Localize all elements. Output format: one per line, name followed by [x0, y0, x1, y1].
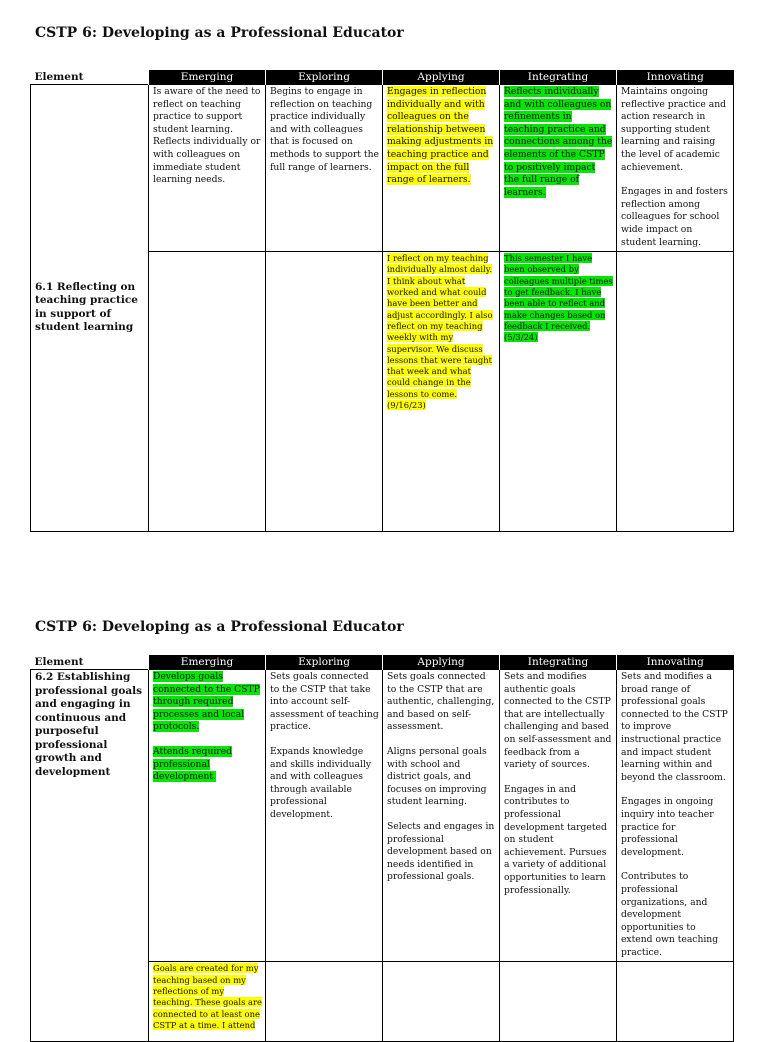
evidence-applying: I reflect on my teaching individually almost daily. I think about what worked and what could have been better and adjust accordingly. I also reflect on my teaching weekly with my supervisor. We discuss lessons that were taught that week and what could change in the lessons to come. (9/16/23) [383, 252, 500, 532]
level-header-exploring: Exploring [266, 655, 383, 670]
rubric-table-6-1 [30, 70, 734, 532]
element-header: Element [34, 656, 84, 668]
level-header-applying: Applying [383, 655, 500, 670]
descriptor-innovating: Sets and modifies a broad range of professional goals connected to the CSTP to improve instructional practice and impact student learning within and beyond the classroom. Engages in ongoing inquiry into teacher practice for professional development. Contributes to professional organizations, and development opportunities to extend own teaching practice. [617, 670, 734, 962]
evidence-emerging: Goals are created for my teaching based on my reflections of my teaching. These goals are connected to at least one CSTP at a time. I attend [149, 962, 266, 1042]
level-header-innovating: Innovating [617, 655, 734, 670]
level-header-integrating: Integrating [500, 655, 617, 670]
evidence-exploring [266, 962, 383, 1042]
evidence-emerging [149, 252, 266, 532]
level-header-applying: Applying [383, 70, 500, 85]
evidence-innovating [617, 252, 734, 532]
descriptor-emerging: Develops goals connected to the CSTP through required processes and local protocols. Attends required professional development. [149, 670, 266, 962]
section-title: CSTP 6: Developing as a Professional Educator [35, 25, 404, 41]
evidence-integrating [500, 962, 617, 1042]
element-header: Element [34, 71, 84, 83]
element-label: 6.2 Establishing professional goals and engaging in continuous and purposeful professional growth and development [31, 670, 149, 1042]
level-header-exploring: Exploring [266, 70, 383, 85]
level-header-innovating: Innovating [617, 70, 734, 85]
descriptor-emerging: Is aware of the need to reflect on teaching practice to support student learning. Reflects individually or with colleagues on immediate student learning needs. [149, 85, 266, 252]
evidence-applying [383, 962, 500, 1042]
level-header-integrating: Integrating [500, 70, 617, 85]
descriptor-integrating: Sets and modifies authentic goals connected to the CSTP that are intellectually challenging and based on self-assessment and feedback from a variety of sources. Engages in and contributes to professional development targeted on student achievement. Pursues a variety of additional opportunities to learn professionally. [500, 670, 617, 962]
element-label: 6.1 Reflecting on teaching practice in support of student learning [31, 85, 149, 532]
evidence-innovating [617, 962, 734, 1042]
level-header-emerging: Emerging [149, 655, 266, 670]
descriptor-applying: Engages in reflection individually and with colleagues on the relationship between making adjustments in teaching practice and impact on the full range of learners. [383, 85, 500, 252]
descriptor-integrating: Reflects individually and with colleagues on refinements in teaching practice and connections among the elements of the CSTP to positively impact the full range of learners. [500, 85, 617, 252]
level-header-emerging: Emerging [149, 70, 266, 85]
descriptor-exploring: Sets goals connected to the CSTP that take into account self-assessment of teaching practice. Expands knowledge and skills individually and with colleagues through available professional development. [266, 670, 383, 962]
evidence-exploring [266, 252, 383, 532]
descriptor-innovating: Maintains ongoing reflective practice and action research in supporting student learning and raising the level of academic achievement. Engages in and fosters reflection among colleagues for school wide impact on student learning. [617, 85, 734, 252]
rubric-table-6-2 [30, 655, 734, 1042]
section-title: CSTP 6: Developing as a Professional Educator [35, 619, 404, 635]
descriptor-exploring: Begins to engage in reflection on teaching practice individually and with colleagues that is focused on methods to support the full range of learners. [266, 85, 383, 252]
evidence-integrating: This semester I have been observed by colleagues multiple times to get feedback. I have been able to reflect and make changes based on feedback I received. (5/3/24) [500, 252, 617, 532]
descriptor-applying: Sets goals connected to the CSTP that are authentic, challenging, and based on self-assessment. Aligns personal goals with school and district goals, and focuses on improving student learning. Selects and engages in professional development based on needs identified in professional goals. [383, 670, 500, 962]
